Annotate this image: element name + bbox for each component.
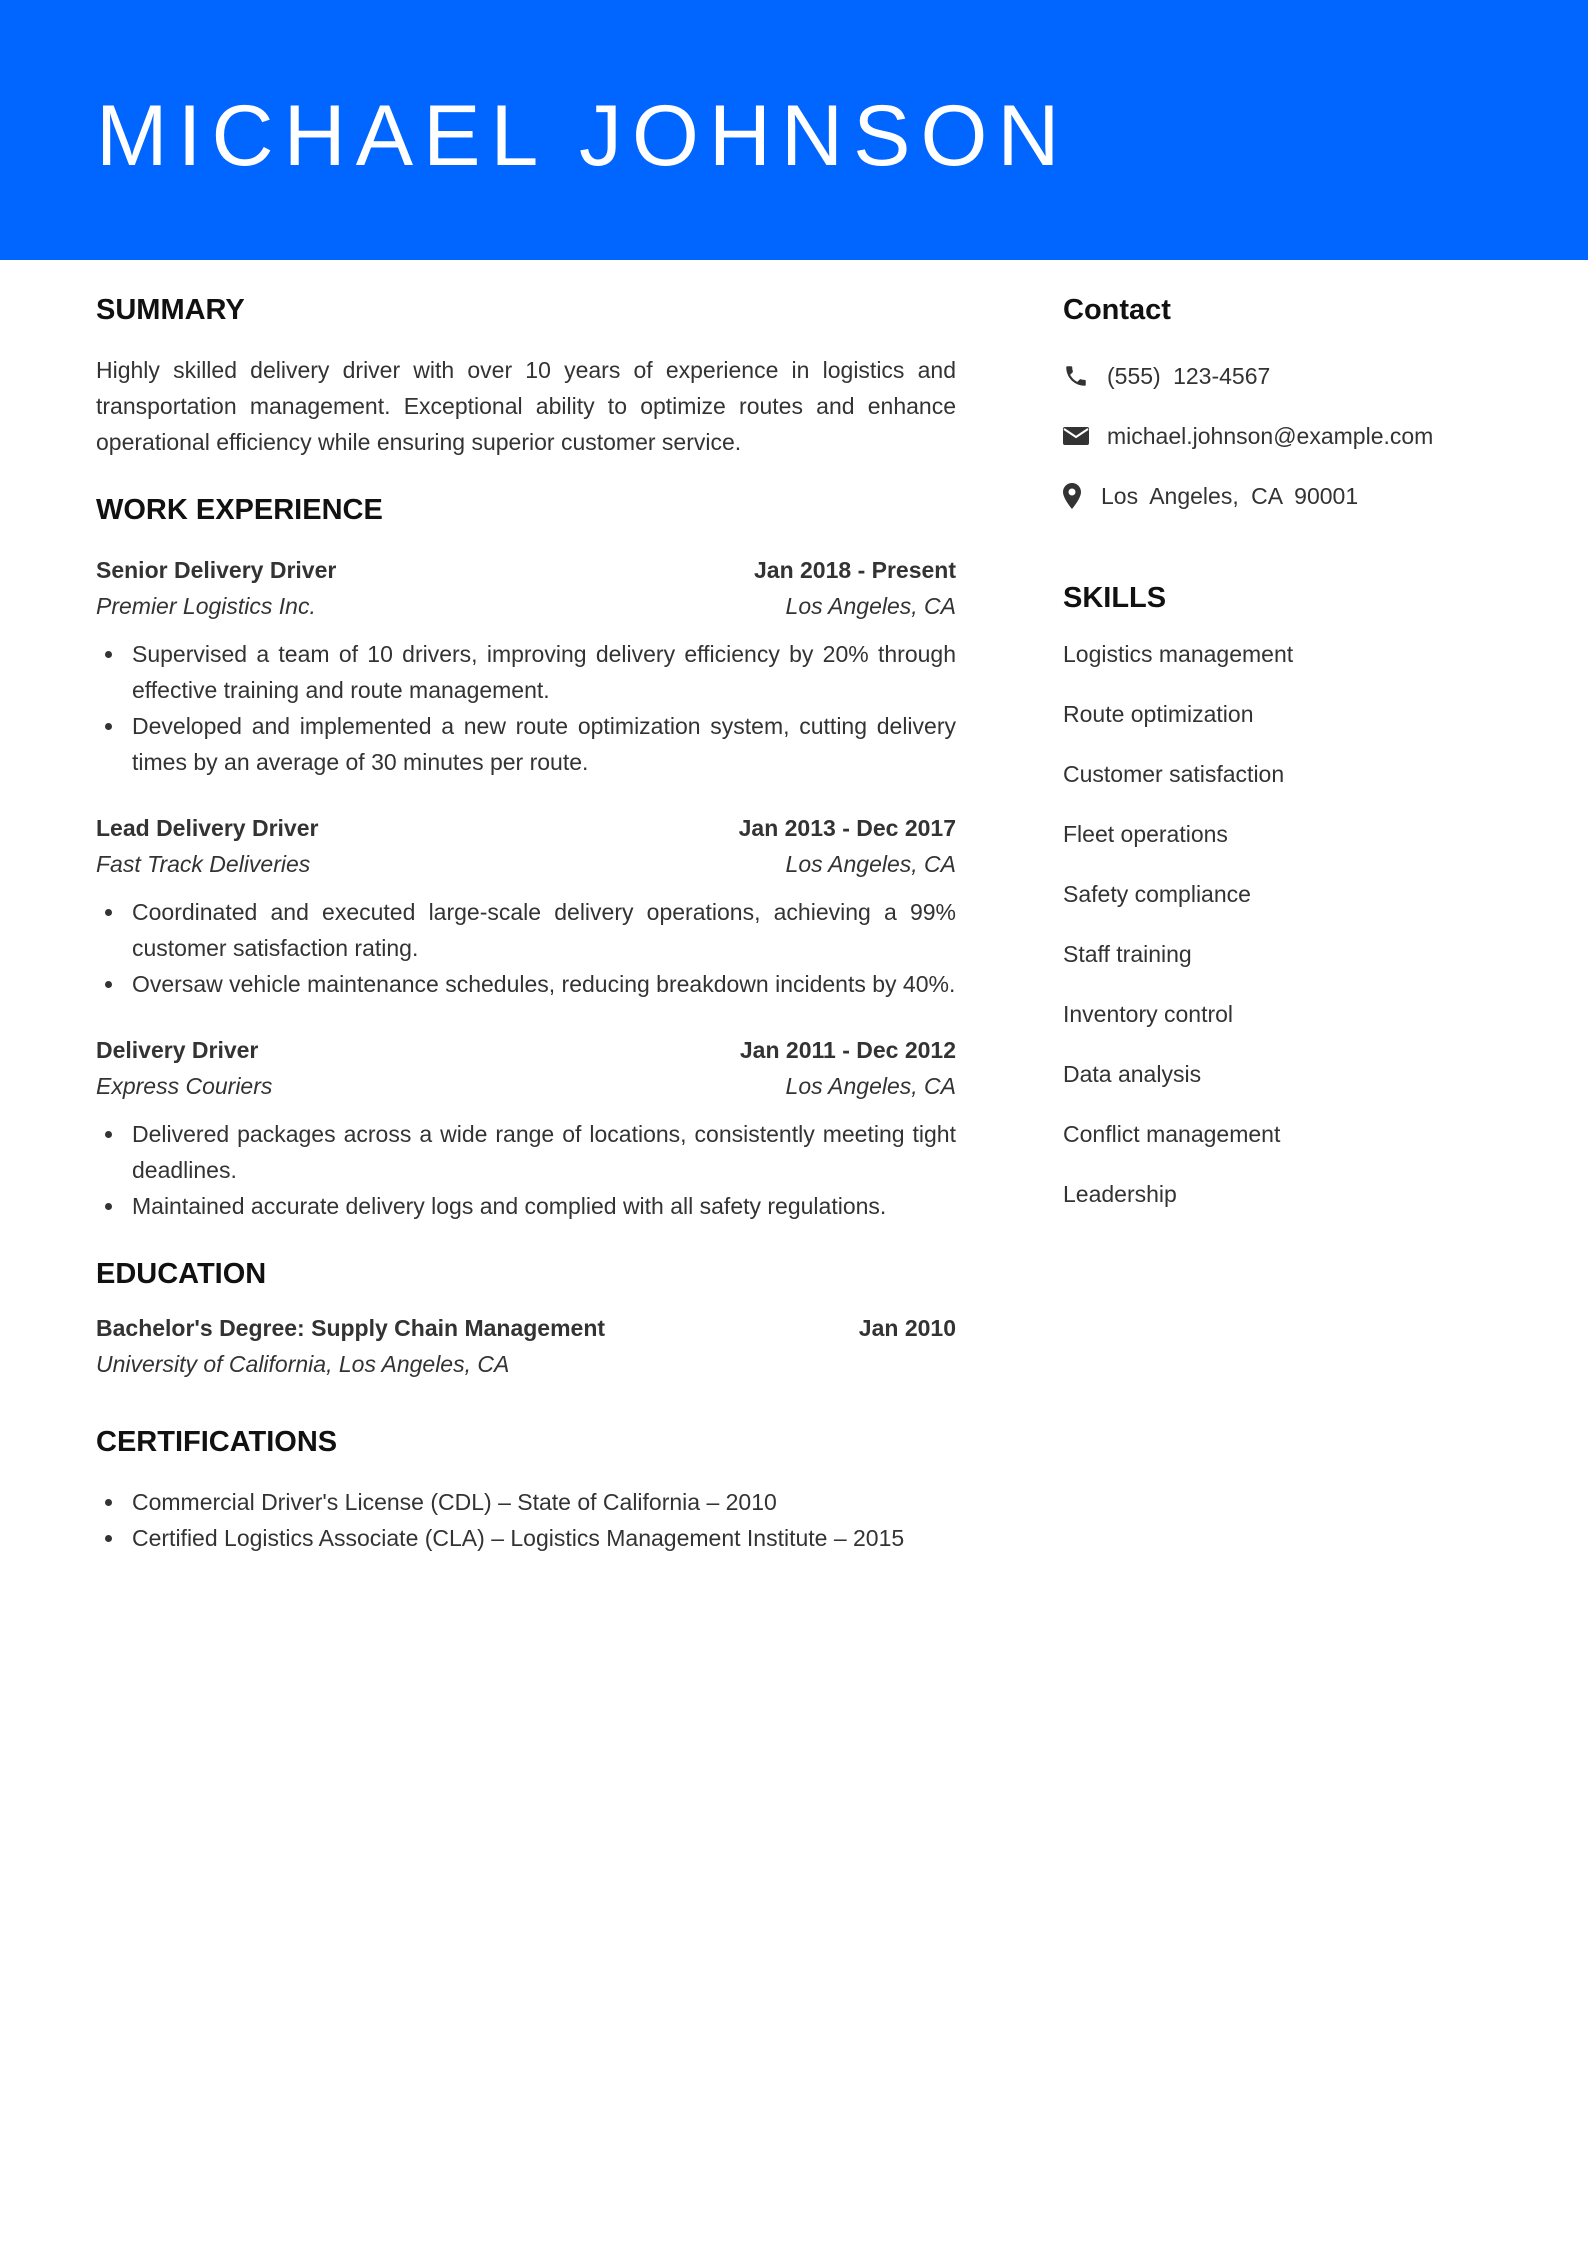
contact-location — [1063, 476, 1523, 516]
summary-title: SUMMARY — [96, 294, 245, 326]
summary-section — [96, 290, 956, 460]
certification-item: Commercial Driver's License (CDL) – State of California – 2010 — [96, 1484, 956, 1520]
job-title: Delivery Driver — [96, 1037, 259, 1063]
skill-item: Customer satisfaction — [1063, 761, 1285, 787]
summary-text: Highly skilled delivery driver with over 10 years of experience in logistics and transportation management. Exceptional ability to optimize routes and enhance operational efficiency while ensuring superior customer service. — [96, 357, 956, 455]
job-bullet: Oversaw vehicle maintenance schedules, reducing breakdown incidents by 40%. — [96, 966, 956, 1002]
job-company: Express Couriers — [96, 1073, 273, 1099]
main-column — [96, 290, 956, 1556]
contact-title: Contact — [1063, 294, 1171, 326]
skill-item: Route optimization — [1063, 701, 1254, 727]
education-section — [96, 1254, 956, 1382]
side-column — [1063, 290, 1523, 1236]
job-dates: Jan 2011 - Dec 2012 — [739, 1037, 956, 1063]
candidate-name: MICHAEL JOHNSON — [96, 88, 1070, 184]
school: University of California, Los Angeles, CA — [96, 1351, 510, 1377]
job-bullets — [96, 1116, 956, 1224]
job-bullet: Developed and implemented a new route optimization system, cutting delivery times by an average of 30 minutes per route. — [96, 708, 956, 780]
skills-title: SKILLS — [1063, 582, 1167, 614]
work-experience-section — [96, 490, 956, 1224]
skill-item: Safety compliance — [1063, 881, 1251, 907]
job-title: Lead Delivery Driver — [96, 815, 319, 841]
phone-text: (555) 123-4567 — [1107, 362, 1271, 389]
job-entry — [96, 552, 956, 780]
education-title: EDUCATION — [96, 1258, 267, 1290]
skill-item: Conflict management — [1063, 1121, 1281, 1147]
contact-phone — [1063, 356, 1523, 396]
certification-item: Certified Logistics Associate (CLA) – Logistics Management Institute – 2015 — [96, 1520, 956, 1556]
job-bullet: Maintained accurate delivery logs and complied with all safety regulations. — [96, 1188, 956, 1224]
skills-list — [1063, 636, 1523, 1212]
certifications-section — [96, 1422, 956, 1556]
work-experience-title: WORK EXPERIENCE — [96, 494, 383, 526]
skill-item: Fleet operations — [1063, 821, 1228, 847]
certifications-title: CERTIFICATIONS — [96, 1426, 338, 1458]
email-text: michael.johnson@example.com — [1107, 422, 1434, 449]
job-location: Los Angeles, CA — [785, 1073, 956, 1099]
header-banner — [0, 0, 1588, 260]
job-bullet: Coordinated and executed large-scale delivery operations, achieving a 99% customer satisfaction rating. — [96, 894, 956, 966]
job-company: Fast Track Deliveries — [96, 851, 311, 877]
map-pin-icon — [1063, 482, 1101, 510]
degree: Bachelor's Degree: Supply Chain Management — [96, 1315, 606, 1341]
contact-email — [1063, 416, 1523, 456]
skill-item: Staff training — [1063, 941, 1192, 967]
skill-item: Logistics management — [1063, 641, 1294, 667]
envelope-icon — [1063, 422, 1107, 450]
job-bullet: Supervised a team of 10 drivers, improving delivery efficiency by 20% through effective training and route management. — [96, 636, 956, 708]
job-location: Los Angeles, CA — [785, 851, 956, 877]
job-dates: Jan 2018 - Present — [753, 557, 956, 583]
job-location: Los Angeles, CA — [785, 593, 956, 619]
job-entry — [96, 810, 956, 1002]
job-dates: Jan 2013 - Dec 2017 — [738, 815, 956, 841]
degree-date: Jan 2010 — [858, 1315, 956, 1341]
job-company: Premier Logistics Inc. — [96, 593, 316, 619]
job-entry — [96, 1032, 956, 1224]
location-text: Los Angeles, CA 90001 — [1101, 482, 1359, 509]
certification-list — [96, 1484, 956, 1556]
job-bullet: Delivered packages across a wide range of locations, consistently meeting tight deadlines. — [96, 1116, 956, 1188]
skill-item: Leadership — [1063, 1181, 1177, 1207]
job-title: Senior Delivery Driver — [96, 557, 337, 583]
skill-item: Data analysis — [1063, 1061, 1202, 1087]
job-bullets — [96, 636, 956, 780]
job-bullets — [96, 894, 956, 1002]
skill-item: Inventory control — [1063, 1001, 1234, 1027]
phone-icon — [1063, 362, 1107, 390]
